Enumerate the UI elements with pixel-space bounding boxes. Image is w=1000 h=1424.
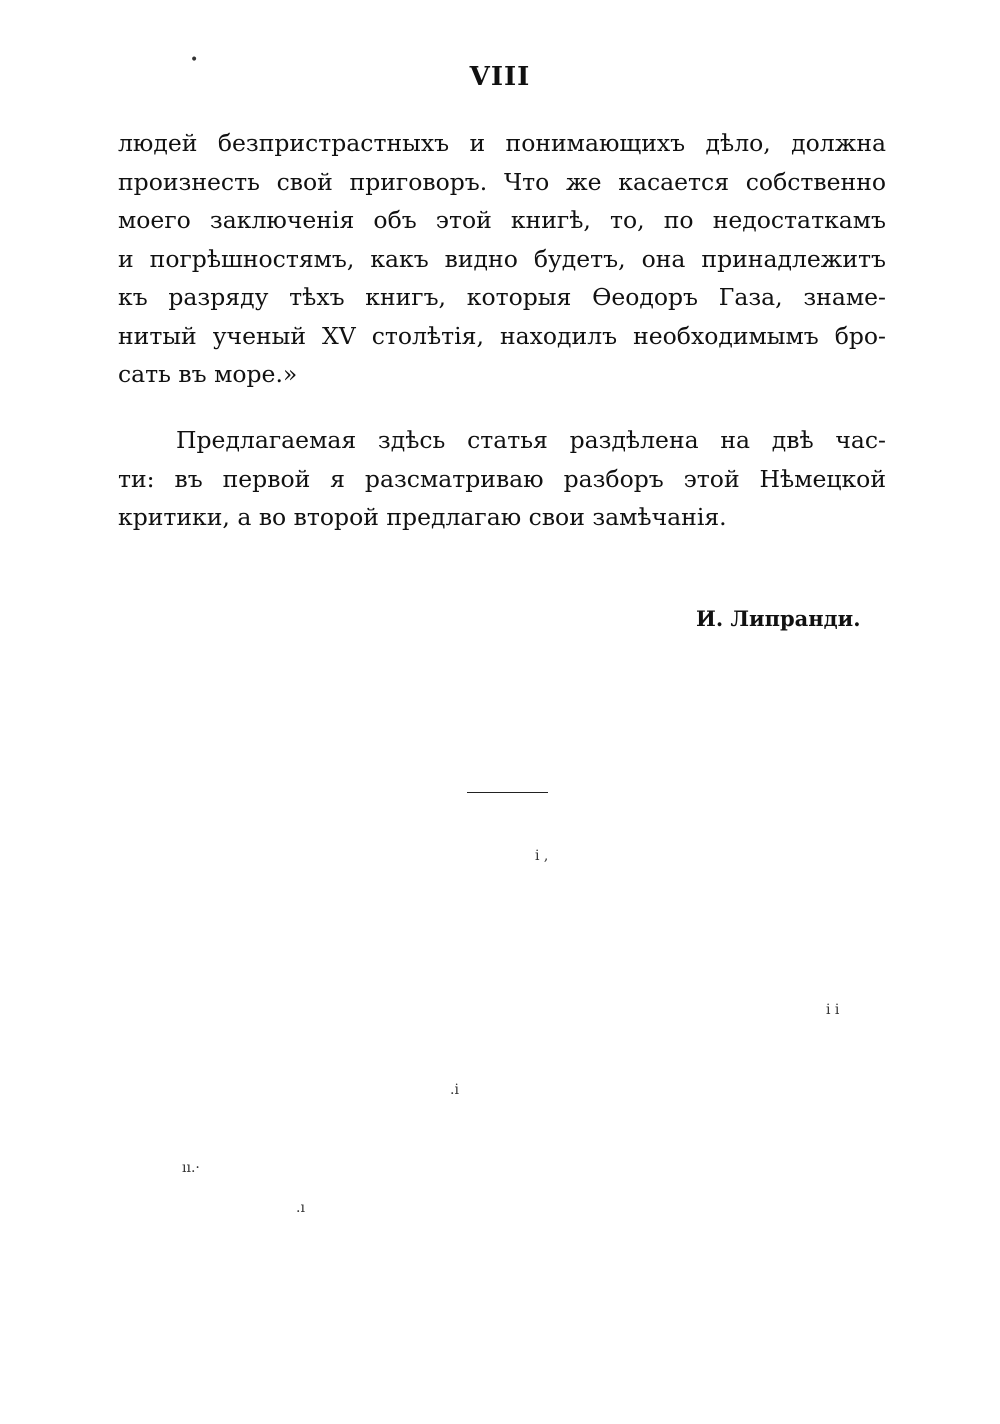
text-line: нитый ученый XV столѣтія, находилъ необходимымъ бро- xyxy=(118,321,886,350)
text-line: и погрѣшностямъ, какъ видно будетъ, она принадлежитъ xyxy=(118,244,886,273)
text-line: ти: въ первой я разсматриваю разборъ этой Нѣмецкой xyxy=(118,464,886,493)
stray-mark: .i xyxy=(450,1082,459,1098)
text-line: къ разряду тѣхъ книгъ, которыя Ѳеодоръ Газа, знаме- xyxy=(118,283,886,311)
text-line: Предлагаемая здѣсь статья раздѣлена на двѣ час- xyxy=(176,426,886,454)
page-number: VIII xyxy=(469,62,531,92)
text-line: моего заключенія объ этой книгѣ, то, по недостаткамъ xyxy=(118,206,886,234)
stray-mark: i i xyxy=(826,1002,840,1018)
stray-mark: .ı xyxy=(296,1200,305,1216)
text-line: критики, а во второй предлагаю свои замѣчанія. xyxy=(118,503,727,531)
text-line: людей безпристрастныхъ и понимающихъ дѣло, должна xyxy=(118,129,886,157)
stray-mark: i , xyxy=(535,848,549,864)
paragraph-1 xyxy=(118,124,886,394)
section-divider xyxy=(467,792,548,793)
paragraph-2 xyxy=(118,421,886,537)
text-line: произнесть свой приговоръ. Что же касается собственно xyxy=(118,167,886,196)
author-signature: И. Липранди. xyxy=(696,606,861,631)
stray-mark: • xyxy=(190,52,199,68)
text-line: сать въ море.» xyxy=(118,360,298,388)
stray-mark: ıı.· xyxy=(182,1160,200,1176)
